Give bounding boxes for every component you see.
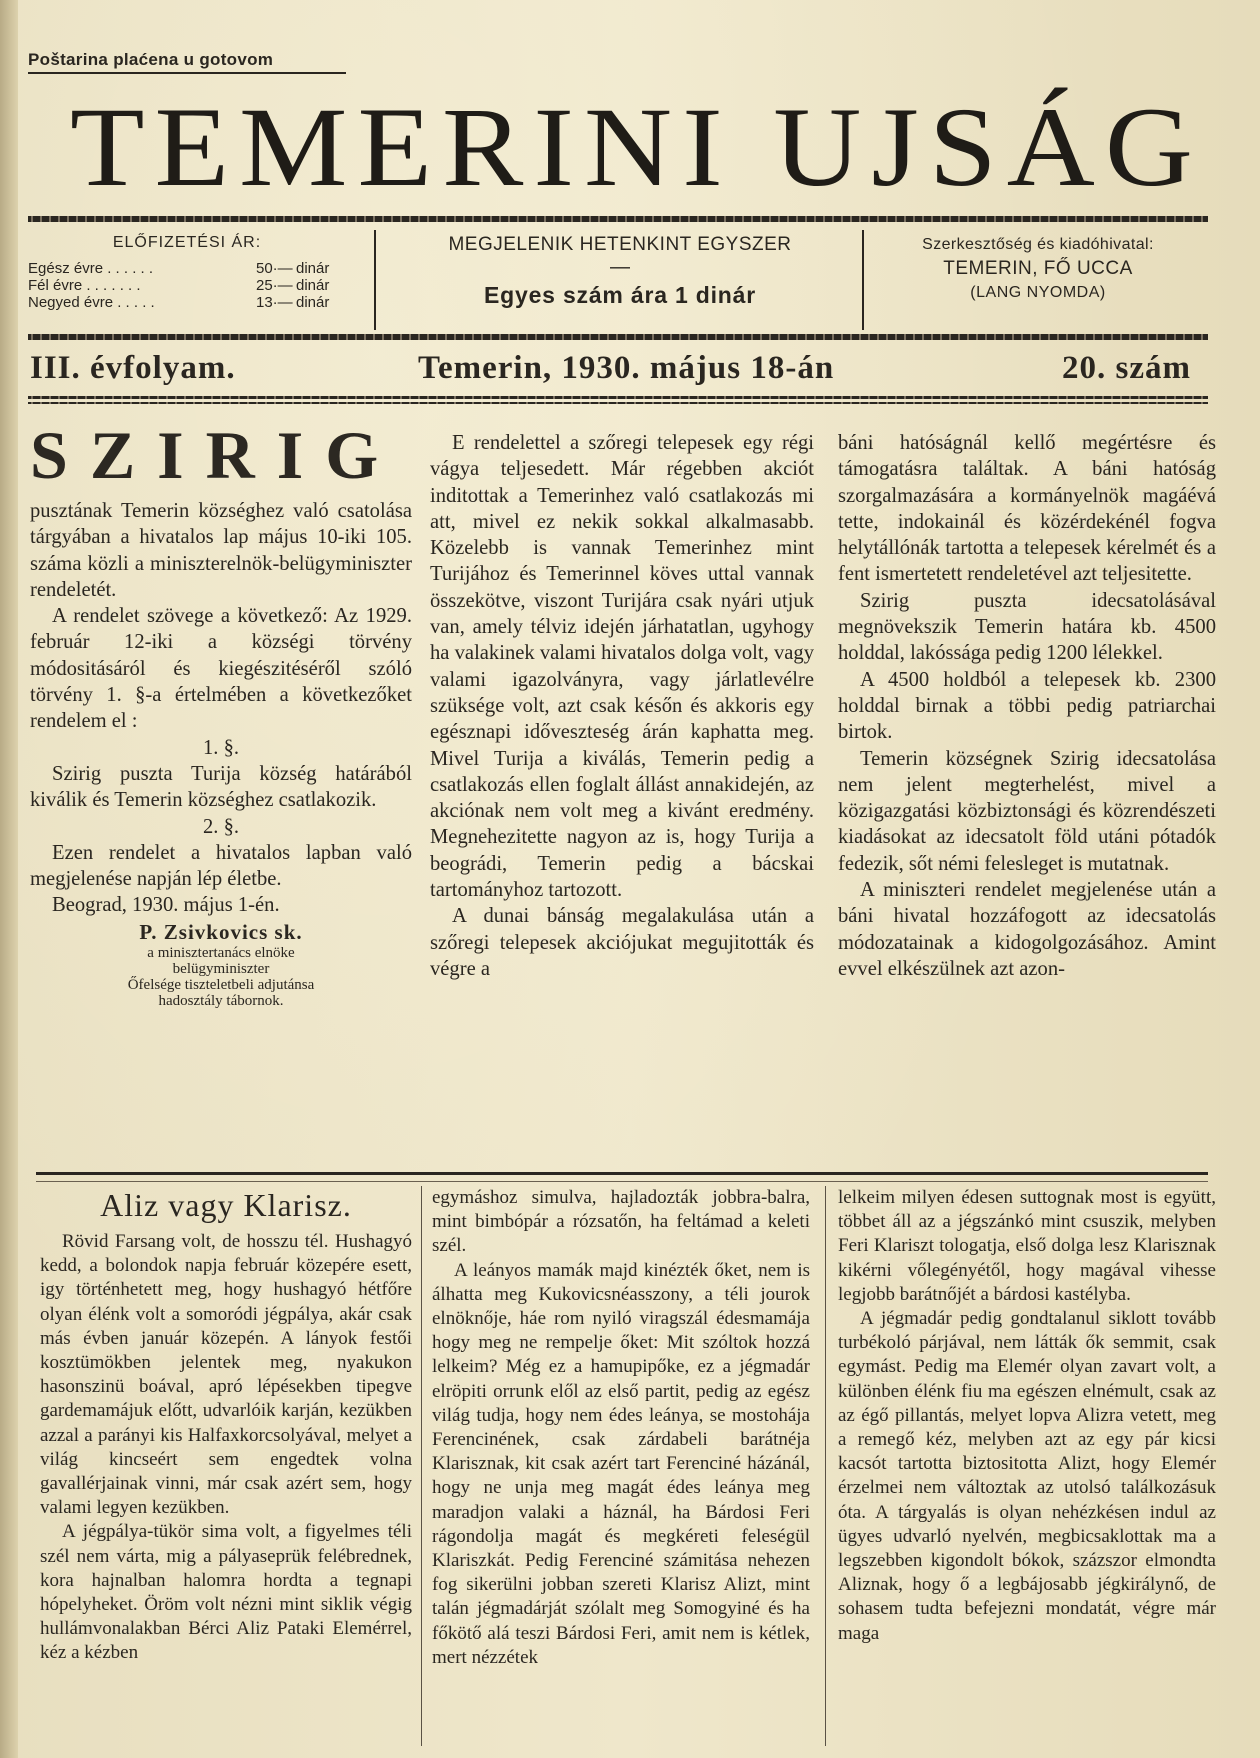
info-divider bbox=[862, 230, 864, 330]
article-paragraph: A dunai bánság megalakulása után a szőregi telepesek akciójukat megujitották és végre a bbox=[430, 905, 814, 980]
office-box bbox=[868, 228, 1208, 332]
masthead-rule bbox=[28, 216, 1208, 222]
subscription-box bbox=[28, 228, 346, 332]
price-unit: dinár bbox=[296, 260, 330, 277]
article-column-1 bbox=[30, 416, 412, 1009]
price-amount: 50·— bbox=[256, 260, 293, 277]
issue-price: Egyes szám ára 1 dinár bbox=[483, 282, 756, 308]
story-paragraph: lelkeim milyen édesen suttognak most is együtt, többet áll az a jégszánkó mint csuszik, melyben Feri Klariszt tologatja, első dolga lesz Klarisznak kikérni vőlegényétől, hogy magával vihesse legjobb barátnőjét a bárdosi kastélyba. bbox=[838, 1187, 1216, 1305]
office-title: Szerkesztőség és kiadóhivatal: bbox=[922, 236, 1154, 253]
subscription-title: ELŐFIZETÉSI ÁR: bbox=[112, 234, 262, 251]
price-row bbox=[28, 294, 346, 311]
issue-date: Temerin, 1930. május 18-án bbox=[418, 350, 835, 386]
article-column-2 bbox=[430, 430, 814, 982]
signature-name: P. Zsivkovics sk. bbox=[139, 919, 303, 944]
story-paragraph: A leányos mamák majd kinézték őket, nem is álhatta meg Kukovicsnéasszony, a téli jourok elnöknője, háe rom nyiló viragszál édesmamája hogy meg ne rempelje őket: Mit szóltok hozzá lelkeim? Még ez a hamupipőke, ez a jégmadár elröpiti orrunk elől az első partit, pedig az egész világ tudja, hogy nem édes leánya, se mostohája Ferencinének, csak zárdabeli barátnéja Klarisznak, kit csak azért tart Ferenciné házánál, hogy ne unja meg magát édes leánya meg maradjon valaki a háznál, ha Bárdosi Feri rágondolja magát és megkéreti feleségül Klariszkát. Pedig Ferenciné számitása nehezen fog sikerülni jobban szereti Klarisz Alizt, mint talán jégmadárját szólalt meg Somogyiné és ha főkötő alá teszi Bárdosi Feri, amit nem is kétlek, mert nézzétek bbox=[432, 1259, 810, 1668]
column-divider bbox=[421, 1186, 422, 1746]
story-paragraph: Rövid Farsang volt, de hosszu tél. Hushagyó kedd, a bolondok napja február közepére esett, igy történhetett meg, hogy hushagyó hétfőre olyan élénk volt a somoródi jégpálya, akár csak más évben január közepén. A lányok festői kosztümökben jelentek meg, nyakukon hasonszinü boával, apró lépésekben tipegve gardemamájuk előtt, udvarlóik karján, kezükben azzal a parányi kis Halfaxkorcsolyával, melyet a világ kincseért sem engedtek volna gavallérjainak vinni, már csak azért sem, hogy valami legyen kezükben. bbox=[40, 1231, 412, 1519]
office-address: TEMERIN, FŐ UCCA bbox=[943, 258, 1133, 279]
section-separator bbox=[36, 1172, 1208, 1182]
article-paragraph: Temerin községnek Szirig idecsatolása nem jelent megterhelést, mivel a közigazgatási közbiztonsági és közrendészeti kiadásokat az idecsatolt föld utáni pótadók fedezik, sőt némi felesleget is mutatnak. bbox=[838, 747, 1216, 875]
price-unit: dinár bbox=[296, 294, 330, 311]
article-paragraph: A 4500 holdból a telepesek kb. 2300 holddal birnak a többi pedig patriarchai birtok. bbox=[838, 668, 1216, 744]
article-paragraph: Beograd, 1930. május 1-én. bbox=[52, 894, 280, 917]
story-column-1 bbox=[40, 1186, 412, 1666]
masthead-title: TEMERINI UJSÁG bbox=[70, 84, 1203, 211]
article-paragraph: Szirig puszta idecsatolásával megnövekszik Temerin határa kb. 4500 holddal, lakóssága pedig 1200 lélekkel. bbox=[838, 589, 1216, 665]
article-section-mark: 1. §. bbox=[202, 736, 240, 759]
article-headline: SZIRIG bbox=[30, 417, 401, 493]
price-label: Fél évre . . . . . . . bbox=[28, 277, 141, 294]
article-paragraph: báni hatóságnál kellő megértésre és támogatásra találtak. A báni hatóság szorgalmazására a kormányelnök magáévá tette, indokainál és közérdekénél fogva helytállónák tartotta a telepesek kérelmét és a fent ismertetett rendeletével azt teljesitette. bbox=[838, 432, 1216, 586]
publication-frequency: MEGJELENIK HETENKINT EGYSZER bbox=[448, 234, 792, 255]
publication-box bbox=[380, 228, 860, 332]
issue-rule bbox=[28, 396, 1208, 399]
price-amount: 25·— bbox=[256, 277, 293, 294]
publication-dash: — bbox=[610, 256, 630, 278]
story-paragraph: A jégmadár pedig gondtalanul siklott tovább turbékoló párjával, nem látták ők semmit, csak egymást. Pedig ma Elemér olyan zavart volt, a különben élénk fiu ma egészen elnémult, csak az az égő pillantás, melyet lopva Alizra vetett, meg a remegő kéz, melyben azt az egy pár kicsi kacsót tartotta biztositotta Alizt, hogy Elemér érzelmei nem változtak az utolsó találkozásuk óta. A tárgyalás is olyan nehézkésen indul az ügyes udvarló nyelvén, megbicsaklottak ma a legszebben kigondolt bókok, százszor elmondta Aliznak, hogy ő a legbájosabb jégkirálynő, de sohasem tudta befejezni mondatát, végre már maga bbox=[838, 1308, 1216, 1644]
office-printer: (LANG NYOMDA) bbox=[970, 284, 1106, 301]
price-label: Egész évre . . . . . . bbox=[28, 260, 154, 277]
story-column-3 bbox=[838, 1186, 1216, 1646]
signature-line: a minisztertanács elnöke bbox=[147, 945, 295, 962]
info-rule bbox=[28, 334, 1208, 340]
postal-note: Poštarina plaćena u gotovom bbox=[28, 50, 346, 74]
article-paragraph: A miniszteri rendelet megjelenése után a báni hivatal hozzáfogott az idecsatolás módozatainak a kidogolgozásához. Amint evvel elkészülnek azt azon- bbox=[838, 879, 1216, 980]
signature-line: Őfelsége tiszteletbeli adjutánsa bbox=[127, 977, 315, 994]
volume-label: III. évfolyam. bbox=[30, 350, 236, 386]
story-column-2 bbox=[432, 1186, 810, 1670]
price-label: Negyed évre . . . . . bbox=[28, 294, 155, 311]
price-unit: dinár bbox=[296, 277, 330, 294]
price-row bbox=[28, 277, 346, 294]
column-divider bbox=[825, 1186, 826, 1746]
signature-line: hadosztály tábornok. bbox=[158, 993, 284, 1010]
page-spine-shadow bbox=[0, 0, 18, 1758]
issue-rule-2 bbox=[28, 402, 1208, 404]
article-paragraph: pusztának Temerin községhez való csatolása tárgyában a hivatalos lap május 10-iki 105. száma közli a miniszterelnök-belügyminiszter rendeletét. bbox=[30, 500, 412, 601]
story-title: Aliz vagy Klarisz. bbox=[100, 1187, 352, 1223]
issue-number: 20. szám bbox=[1062, 350, 1191, 386]
article-section-mark: 2. §. bbox=[202, 815, 240, 838]
article-column-3 bbox=[838, 430, 1216, 982]
info-divider bbox=[374, 230, 376, 330]
price-amount: 13·— bbox=[256, 294, 293, 311]
story-paragraph: A jégpálya-tükör sima volt, a figyelmes téli szél nem várta, mig a pályaseprük felébrednek, kora hajnalban halomra hordta a tegnapi hópelyheket. Öröm volt nézni mint siklik végig hullámvonalakban Bérci Aliz Pataki Elemérrel, kéz a kézben bbox=[40, 1521, 412, 1664]
price-row bbox=[28, 260, 346, 277]
article-paragraph: A rendelet szövege a következő: Az 1929. február 12-iki a községi törvény módositásáról és kiegészitéséről szóló törvény 1. §-a értelmében a következőket rendelem el : bbox=[30, 605, 412, 733]
article-paragraph: Szirig puszta Turija község határából kiválik és Temerin községhez csatlakozik. bbox=[30, 762, 412, 812]
signature-line: belügyminiszter bbox=[172, 961, 270, 978]
article-paragraph: Ezen rendelet a hivatalos lapban való megjelenése napján lép életbe. bbox=[30, 841, 412, 891]
story-paragraph: egymáshoz simulva, hajladozták jobbra-balra, mint bimbópár a rózsatőn, ha feltámad a keleti szél. bbox=[432, 1187, 810, 1257]
article-paragraph: E rendelettel a szőregi telepesek egy régi vágya teljesedett. Már régebben akciót inditottak a Temerinhez való csatlakozás mi att, mivel ez nekik sokkal alkalmasabb. Közelebb is vannak Temerinhez mint Turijához és Temerinnel köves uttal vannak összekötve, viszont Turijára csak nyári utjuk van, amely télviz idején járhatatlan, ugyhogy ha valakinek valami hivatalos dolga volt, vagy valami igazolványra, vagy járlatlevélre szüksége volt, azt csak későn és akkoris egy egésznapi időveszteség árán kaphatta meg. Mivel Turija a kiválás, Temerin pedig a csatlakozás ellen foglalt állást annakidején, az akciónak nem volt meg a kivánt eredmény. Megnehezitette nagyon az is, hogy Turija a beográdi, Temerin pedig a bácskai tartományhoz tartozott. bbox=[430, 432, 814, 902]
